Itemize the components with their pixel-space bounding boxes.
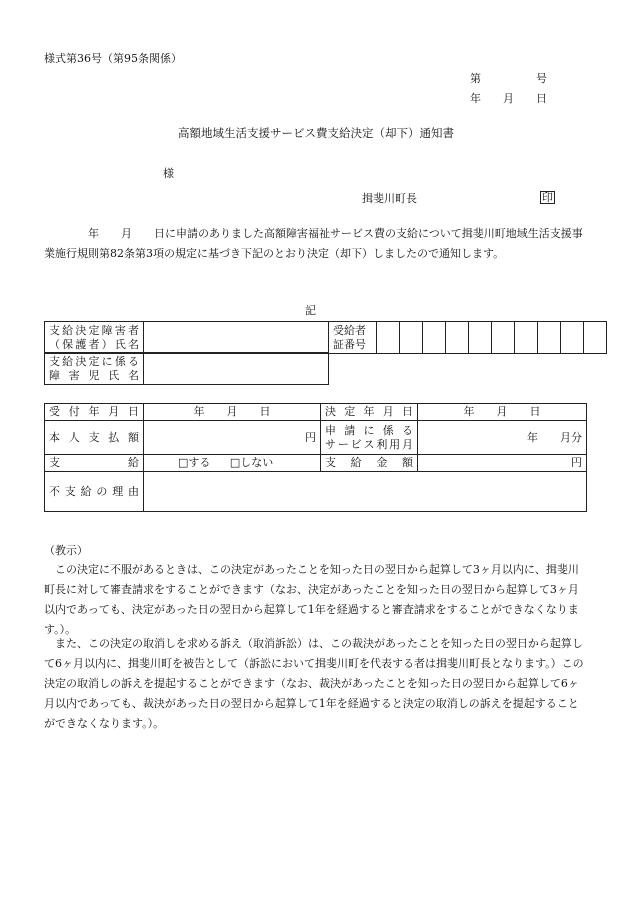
page-title: 高額地域生活支援サービス費支給決定（却下）通知書 — [178, 126, 454, 140]
payment-amount-value[interactable]: 円 — [418, 455, 587, 472]
received-date-value[interactable]: 年 月 日 — [144, 404, 321, 421]
cert-digit[interactable] — [446, 322, 469, 354]
child-name-label: 支給決定に係る 障害児氏名 — [45, 353, 144, 385]
cert-digit[interactable] — [515, 322, 538, 354]
child-name-cell[interactable] — [144, 353, 329, 385]
issue-date: 年 月 日 — [470, 92, 547, 105]
form-number: 様式第36号（第95条関係） — [44, 52, 182, 65]
cert-digit[interactable] — [400, 322, 423, 354]
payment-no-checkbox[interactable]: □しない — [229, 456, 274, 470]
payment-label: 支給 — [45, 455, 144, 472]
payment-choice — [144, 455, 321, 472]
received-date-label: 受付年月日 — [45, 404, 144, 421]
recipient-name-cell[interactable] — [144, 322, 329, 354]
reason-label: 不支給の理由 — [45, 472, 144, 512]
decision-date-value[interactable]: 年 月 日 — [418, 404, 587, 421]
cert-digit[interactable] — [423, 322, 446, 354]
cert-digit[interactable] — [377, 322, 400, 354]
body-paragraph: 年 月 日に申請のありました高額障害福祉サービス費の支給について揖斐川町地域生活支援事業施行規則第82条第3項の規定に基づき下記のとおり決定（却下）しましたので通知します。 — [44, 227, 583, 260]
notice-paragraph-1: この決定に不服があるときは、この決定があったことを知った日の翌日から起算して3ヶ月以内に、揖斐川町長に対して審査請求をすることができます（なお、決定があったことを知った日の翌日から起算して3ヶ月以内であっても、決定があった日の翌日から起算して1年を経過すると審査請求をすることができなくなります。）。 — [44, 563, 579, 636]
service-month-value[interactable]: 年 月分 — [418, 421, 587, 455]
notice-paragraph-2: また、この決定の取消しを求める訴え（取消訴訟）は、この裁決があったことを知った日の翌日から起算して6ヶ月以内に、揖斐川町を被告として（訴訟において揖斐川町を代表する者は揖斐川町長となります。）この決定の取消しの訴えを提起することができます（なお、裁決があったことを知った日の翌日から起算して6ヶ月以内であっても、裁決があった日の翌日から起算して1年を経過すると決定の取消しの訴えを提起することができなくなります。）。 — [44, 637, 584, 730]
child-name-table — [44, 352, 329, 385]
payment-amount-label: 支給金額 — [321, 455, 418, 472]
cert-digit[interactable] — [561, 322, 584, 354]
recipient-name-label: 支給決定障害者 （保護者）氏名 — [45, 322, 144, 354]
cert-digit[interactable] — [469, 322, 492, 354]
self-pay-label: 本人支払額 — [45, 421, 144, 455]
decision-date-label: 決定年月日 — [321, 404, 418, 421]
cert-digit[interactable] — [492, 322, 515, 354]
service-month-label: 申請に係る サービス利用月 — [321, 421, 418, 455]
self-pay-value[interactable]: 円 — [144, 421, 321, 455]
seal-mark: 印 — [542, 191, 553, 204]
payment-yes-checkbox[interactable]: □する — [178, 456, 211, 470]
decision-table — [44, 403, 587, 512]
addressee-suffix: 様 — [163, 167, 174, 180]
cert-digit[interactable] — [538, 322, 561, 354]
cert-number-label: 受給者 証番号 — [329, 322, 377, 354]
recipient-table — [44, 321, 607, 354]
document-number: 第 号 — [470, 72, 547, 85]
ki-heading: 記 — [305, 304, 316, 317]
notice-heading: （教示） — [44, 544, 88, 557]
cert-digit[interactable] — [584, 322, 607, 354]
reason-value[interactable] — [144, 472, 587, 512]
issuer-name: 揖斐川町長 — [362, 192, 417, 205]
